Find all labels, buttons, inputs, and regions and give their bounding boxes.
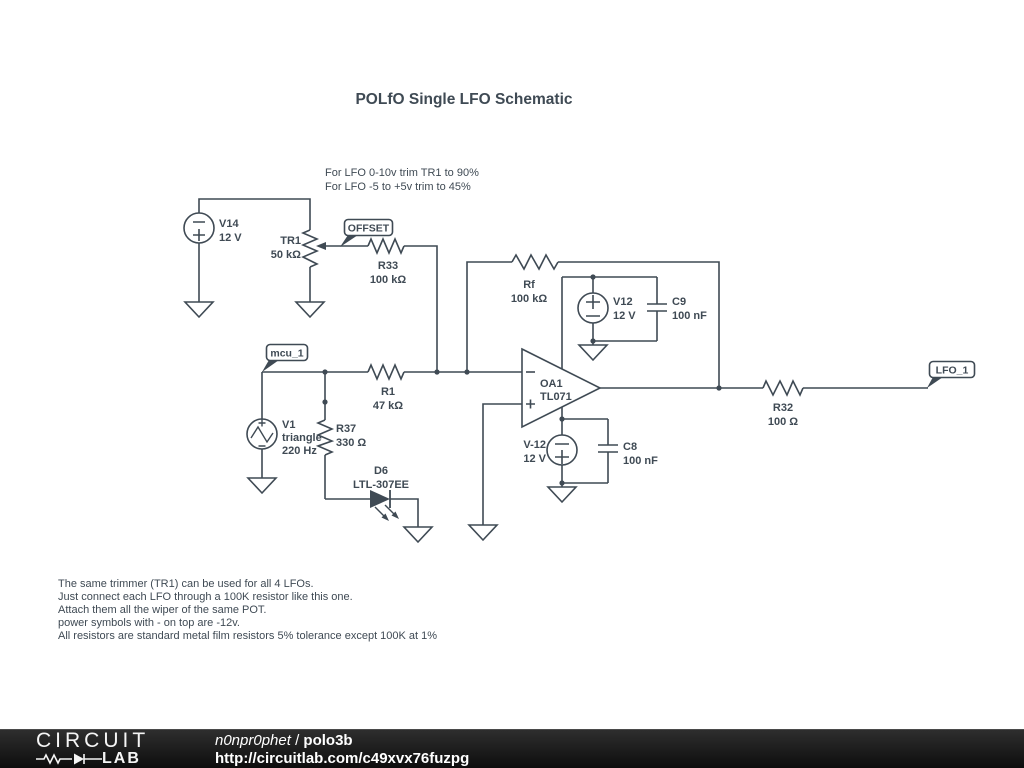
- component-r1: [368, 365, 404, 412]
- v14-ref: V14: [219, 218, 239, 230]
- trim-note-line1: For LFO 0-10v trim TR1 to 90%: [325, 167, 479, 179]
- note-line: All resistors are standard metal film resistors 5% tolerance except 100K at 1%: [58, 630, 438, 642]
- component-c9: [672, 296, 707, 322]
- component-oa1: [522, 349, 600, 427]
- c9-value: 100 nF: [672, 310, 707, 322]
- component-v12: [578, 293, 636, 323]
- component-v14: [184, 213, 242, 244]
- v12-ref: V12: [613, 296, 633, 308]
- note-line: The same trimmer (TR1) can be used for all 4 LFOs.: [58, 578, 314, 590]
- d6-value: LTL-307EE: [352, 479, 410, 491]
- tr1-ref: TR1: [280, 235, 301, 247]
- footer-author: n0npr0phet: [215, 732, 291, 749]
- ground-symbols: [185, 302, 607, 542]
- rf-body: [512, 255, 558, 269]
- circuitlab-logo-word: CIRCUIT: [36, 729, 150, 752]
- oa1-value: TL071: [540, 391, 572, 403]
- component-c8: [623, 441, 658, 467]
- r33-body: [368, 239, 404, 253]
- c9-ref: C9: [672, 296, 687, 308]
- v14-value: 12 V: [219, 232, 242, 244]
- rf-value: 100 kΩ: [510, 293, 548, 305]
- v1-freq: 220 Hz: [282, 445, 317, 457]
- vm12-value: 12 V: [523, 453, 546, 465]
- c8-ref: C8: [623, 441, 638, 453]
- v1-ref: V1: [282, 419, 296, 431]
- r37-value: 330 Ω: [336, 437, 367, 449]
- trim-note-line2: For LFO -5 to +5v trim to 45%: [325, 181, 471, 193]
- circuitlab-logo: [36, 731, 186, 766]
- component-tr1: [271, 230, 326, 267]
- lfo-flag-label: LFO_1: [935, 364, 969, 377]
- oa1-ref: OA1: [540, 378, 563, 390]
- rf-ref: Rf: [523, 279, 535, 291]
- c8-value: 100 nF: [623, 455, 658, 467]
- note-line: Just connect each LFO through a 100K resistor like this one.: [58, 591, 353, 603]
- tr1-wiper-arrow: [316, 242, 326, 250]
- r1-ref: R1: [380, 386, 396, 398]
- component-rf: [511, 255, 558, 305]
- offset-flag-label: OFFSET: [347, 222, 390, 235]
- vm12-ref: V-12: [523, 439, 546, 451]
- footer-project-name: polo3b: [303, 732, 353, 749]
- r37-ref: R37: [336, 423, 357, 435]
- component-vm12: [523, 435, 577, 465]
- bottom-notes: [58, 578, 437, 642]
- r33-value: 100 kΩ: [369, 274, 407, 286]
- wires: [199, 199, 928, 527]
- r1-value: 47 kΩ: [372, 400, 404, 412]
- footer-meta: [215, 732, 469, 768]
- component-r37: [318, 420, 366, 455]
- r33-ref: R33: [377, 260, 399, 272]
- circuitlab-footer-bar: [0, 729, 1024, 768]
- node-flag-mcu: [262, 345, 308, 373]
- schematic-title: POLfO Single LFO Schematic: [355, 91, 573, 108]
- footer-separator: /: [290, 732, 304, 749]
- d6-ref: D6: [373, 465, 389, 477]
- r32-ref: R32: [772, 402, 794, 414]
- note-line: Attach them all the wiper of the same POT.: [58, 604, 267, 616]
- r32-body: [763, 381, 803, 395]
- d6-light-arrows-icon: [375, 505, 399, 521]
- component-d6: [353, 465, 409, 521]
- circuitlab-logo-lab: LAB: [102, 749, 141, 767]
- tr1-value: 50 kΩ: [270, 249, 301, 261]
- d6-anode-triangle: [370, 490, 390, 508]
- r1-body: [368, 365, 404, 379]
- footer-url-link[interactable]: http://circuitlab.com/c49xvx76fuzpg: [215, 750, 470, 767]
- r32-value: 100 Ω: [767, 416, 799, 428]
- component-r32: [763, 381, 803, 428]
- component-r33: [368, 239, 406, 286]
- lfo-flag-tail: [927, 377, 943, 388]
- component-v1: [247, 419, 322, 457]
- footer-author-project: [215, 732, 469, 750]
- mcu-flag-label: mcu_1: [270, 347, 304, 360]
- resistor-diode-icon: [36, 752, 102, 766]
- v12-value: 12 V: [613, 310, 636, 322]
- tr1-body: [303, 230, 317, 267]
- note-line: power symbols with - on top are -12v.: [58, 617, 240, 629]
- node-flag-lfo: [927, 362, 975, 389]
- v1-wave: triangle: [282, 432, 322, 444]
- mcu-flag-tail: [262, 360, 279, 372]
